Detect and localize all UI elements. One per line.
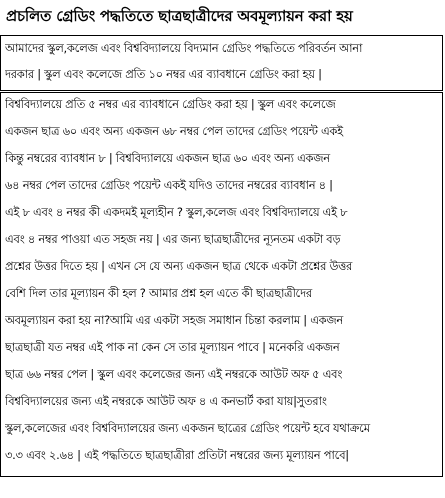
document-title: প্রচলিত গ্রেডিং পদ্ধতিতে ছাত্রছাত্রীদের অবমূল্যায়ন করা হয় bbox=[6, 7, 353, 25]
paragraph-1-line-2: দরকার | স্কুল এবং কলেজে প্রতি ১০ নম্বর এর ব্যাবধানে গ্রেডিং করা হয় | bbox=[5, 67, 322, 81]
paragraph-2-line-6: এবং ৪ নম্বর পাওয়া এত সহজ নয় | এর জন্য ছাত্রছাত্রীদের ন্যূনতম একটা বড় bbox=[5, 232, 341, 246]
paragraph-2-line-13: স্কুল,কলেজের এবং বিশ্ববিদ্যালয়ের জন্য একজন ছাত্রের গ্রেডিং পয়েন্ট হবে যথাক্রমে bbox=[5, 421, 370, 435]
paragraph-2-line-5: এই ৮ এবং ৪ নম্বর কী একদমই মূল্যহীন ? স্কুল,কলেজ এবং বিশ্ববিদ্যালয়ে এই ৮ bbox=[5, 205, 348, 219]
paragraph-box-1 bbox=[0, 35, 443, 91]
paragraph-box-2 bbox=[0, 92, 443, 477]
paragraph-2-line-11: ছাত্র ৬৬ নম্বর পেল | স্কুল এবং কলেজের জন্য এই নম্বরকে আউট অফ ৫ এবং bbox=[5, 367, 343, 381]
paragraph-1-line-1: আমাদের স্কুল,কলেজ এবং বিশ্ববিদ্যালয়ে বিদ্যমান গ্রেডিং পদ্ধতিতে পরিবর্তন আনা bbox=[5, 41, 363, 55]
paragraph-2-line-4: ৬৪ নম্বর পেল তাদের গ্রেডিং পয়েন্ট একই যদিও তাদের নম্বরের ব্যাবধান ৪ | bbox=[5, 178, 333, 192]
paragraph-2-line-1: বিশ্ববিদ্যালয়ে প্রতি ৫ নম্বর এর ব্যাবধানে গ্রেডিং করা হয় | স্কুল এবং কলেজে bbox=[5, 97, 336, 111]
paragraph-2-line-12: বিশ্ববিদ্যালয়ের জন্য এই নম্বরকে আউট অফ ৪ এ কনভার্ট করা যায়|সুতরাং bbox=[5, 394, 327, 408]
paragraph-2-line-7: প্রশ্নের উত্তর দিতে হয় | এখন সে যে অন্য একজন ছাত্র থেকে একটা প্রশ্নের উত্তর bbox=[5, 259, 353, 273]
paragraph-2-line-3: কিন্তু নম্বরের ব্যাবধান ৮ | বিশ্ববিদ্যালয়ে একজন ছাত্র ৬০ এবং অন্য একজন bbox=[5, 151, 330, 165]
paragraph-2-line-2: একজন ছাত্র ৬০ এবং অন্য একজন ৬৮ নম্বর পেল তাদের গ্রেডিং পয়েন্ট একই bbox=[5, 124, 343, 138]
paragraph-2-line-8: বেশি দিল তার মূল্যায়ন কী হল ? আমার প্রশ্ন হল এতে কী ছাত্রছাত্রীদের bbox=[5, 286, 312, 300]
paragraph-2-line-10: ছাত্রছাত্রী যত নম্বর এই পাক না কেন সে তার মূল্যায়ন পাবে | মনেকরি একজন bbox=[5, 340, 340, 354]
paragraph-2-line-14: ৩.৩ এবং ২.৬৪ | এই পদ্ধতিতে ছাত্রছাত্রীরা প্রতিটা নম্বরের জন্য মূল্যায়ন পাবে| bbox=[5, 448, 349, 462]
paragraph-2-line-9: অবমূল্যায়ন করা হয় না?আমি এর একটা সহজ সমাধান চিন্তা করলাম | একজন bbox=[5, 313, 343, 327]
